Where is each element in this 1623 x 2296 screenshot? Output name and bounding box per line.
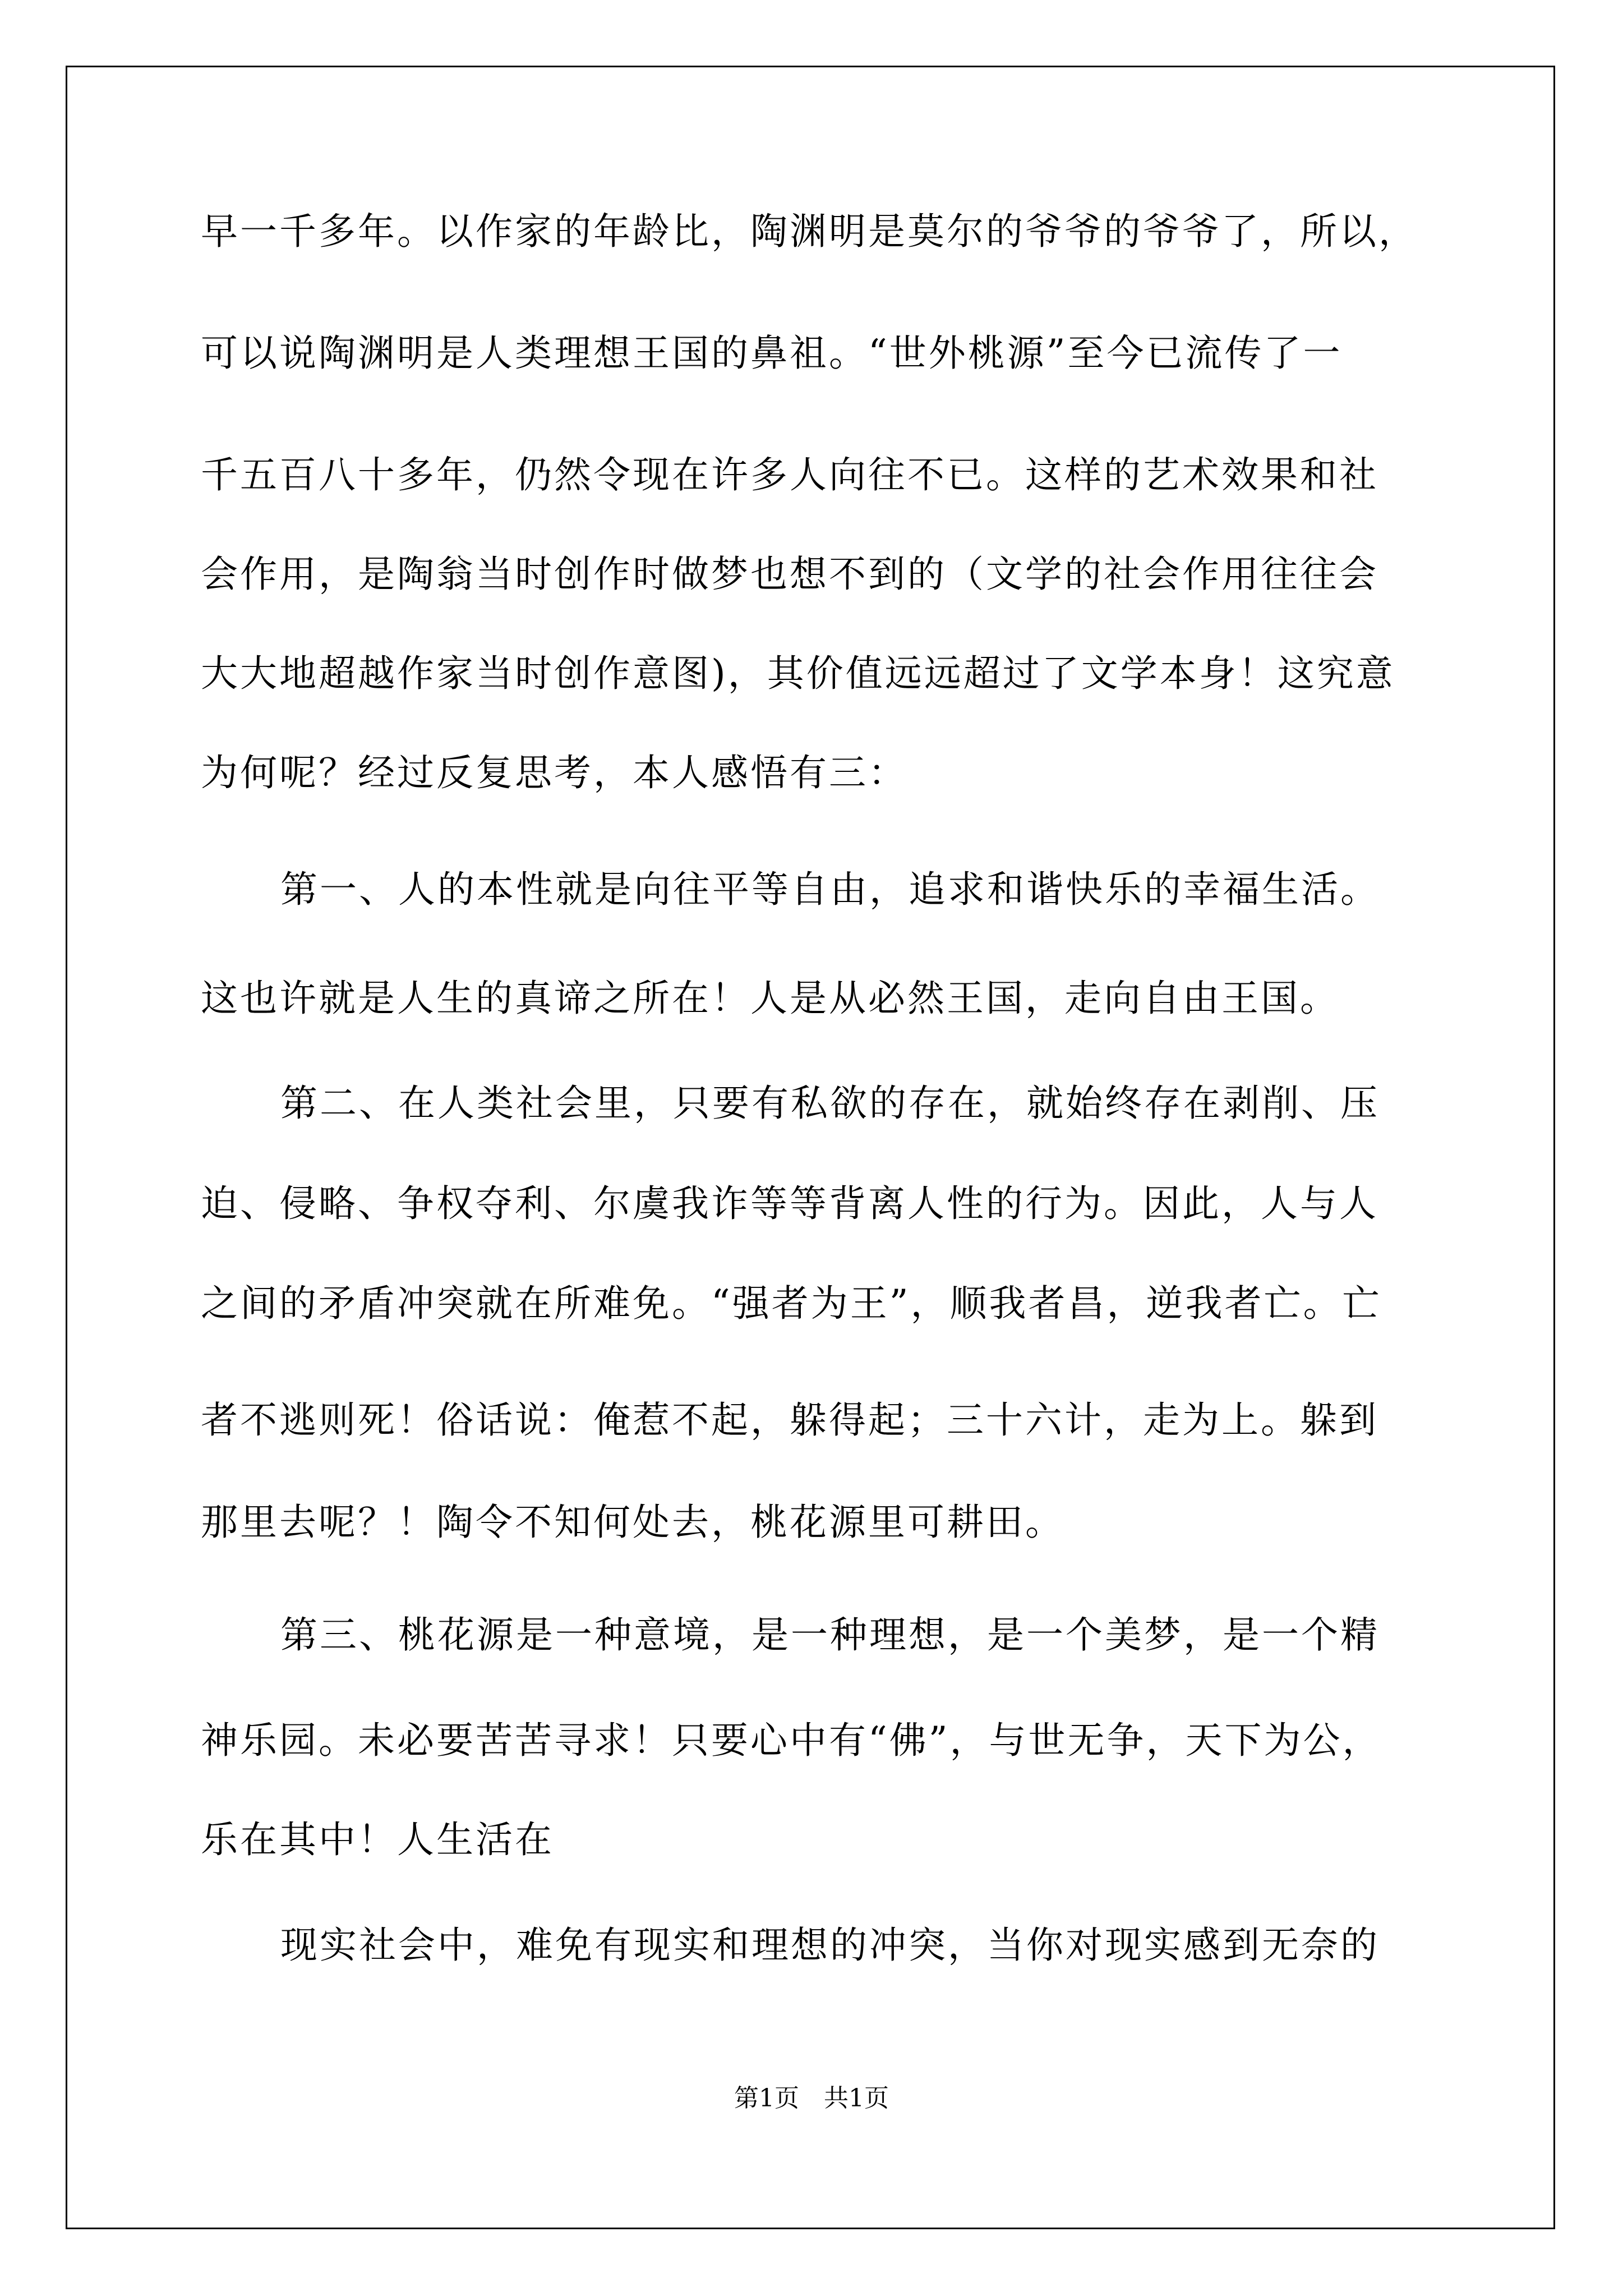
text-line-8: 这也许就是人生的真谛之所在！人是从必然王国，走向自由王国。	[201, 977, 1339, 1020]
text-line-3: 千五百八十多年，仍然令现在许多人向往不已。这样的艺术效果和社	[201, 453, 1378, 496]
text-line-12: 者不逃则死！俗话说：俺惹不起，躲得起；三十六计，走为上。躲到	[201, 1398, 1378, 1442]
text-line-11: 之间的矛盾冲突就在所难免。“强者为王”，顺我者昌，逆我者亡。亡	[201, 1282, 1382, 1325]
text-line-14: 第三、桃花源是一种意境，是一种理想，是一个美梦，是一个精	[280, 1613, 1380, 1657]
text-line-4: 会作用，是陶翁当时创作时做梦也想不到的（文学的社会作用往往会	[201, 553, 1378, 596]
text-line-10: 迫、侵略、争权夺利、尔虞我诈等等背离人性的行为。因此，人与人	[201, 1182, 1378, 1225]
page-footer: 第1页 共1页	[734, 2084, 889, 2113]
text-line-5: 大大地超越作家当时创作意图)，其价值远远超过了文学本身！这究意	[201, 652, 1395, 695]
text-line-17: 现实社会中，难免有现实和理想的冲突，当你对现实感到无奈的	[280, 1924, 1380, 1967]
text-line-9: 第二、在人类社会里，只要有私欲的存在，就始终存在剥削、压	[280, 1082, 1380, 1125]
text-line-15: 神乐园。未必要苦苦寻求！只要心中有“佛”，与世无争，天下为公，	[201, 1719, 1382, 1762]
text-line-7: 第一、人的本性就是向往平等自由，追求和谐快乐的幸福生活。	[280, 868, 1380, 911]
text-line-1: 早一千多年。以作家的年龄比，陶渊明是莫尔的爷爷的爷爷了，所以，	[201, 210, 1418, 253]
text-line-13: 那里去呢？！陶令不知何处去，桃花源里可耕田。	[201, 1501, 1064, 1544]
page-border	[66, 66, 1555, 2229]
text-line-16: 乐在其中！人生活在	[201, 1818, 554, 1861]
text-line-6: 为何呢？经过反复思考，本人感悟有三：	[201, 751, 907, 794]
text-line-2: 可以说陶渊明是人类理想王国的鼻祖。“世外桃源”至今已流传了一	[201, 332, 1343, 375]
